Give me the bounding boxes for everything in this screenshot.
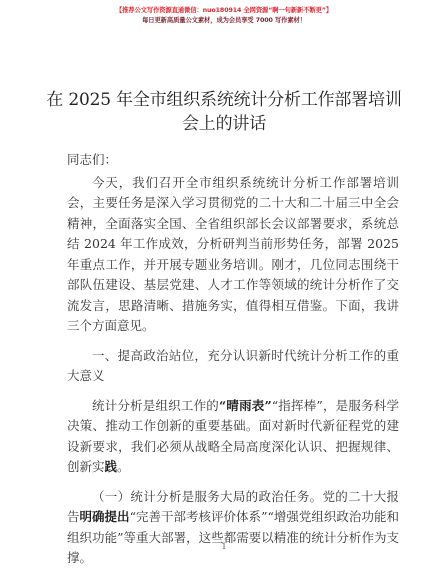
promo-banner <box>0 6 448 26</box>
paragraph-significance <box>67 396 399 478</box>
paragraph-intro: 今天，我们召开全市组织系统统计分析工作部署培训会，主要任务是深入学习贯彻党的二十大和二十届三中全会精神，全面落实全国、全省组织部长会议部署要求，系统总结 2024 年工作成效，分析研判当前形势任务，部署 2025 年重点工作，并开展专题业务培训。刚才，几位同志围绕干部队伍建设、基层党建、人才工作等领域的统计分析作了交流发言，思路清晰、措施务实，值得相互借鉴。下面，我讲三个方面意见。 <box>67 174 399 333</box>
banner-line-2: 每日更新高质量公文素材，成为会员享受 7000 写作素材！ <box>142 17 306 24</box>
page-number: 1 <box>221 542 227 551</box>
paragraph-text: 。 <box>117 459 130 474</box>
paragraph-text: “完善干部考核评价体系”“增强党组织政治功能和组织功能”等重大部署，这些都需要以精准的统计分析作为支撑。 <box>67 509 399 565</box>
document-title <box>40 88 408 136</box>
banner-line-1: 【推荐公文写作资源直通微信：nuo180914 全网资源“啊一句新新不断更”】 <box>115 7 333 14</box>
paragraph-subsection-1 <box>67 487 399 569</box>
salutation: 同志们： <box>67 152 118 167</box>
section-heading-1: 一、提高政治站位，充分认识新时代统计分析工作的重大意义 <box>67 347 399 383</box>
emphasis-text: 践 <box>104 459 118 474</box>
emphasis-text: “晴雨表” <box>219 397 272 413</box>
title-line-1: 在 2025 年全市组织系统统计分析工作部署培训 <box>46 90 402 110</box>
paragraph-text: 统计分析是组织工作的 <box>92 397 220 413</box>
paragraph-text: “指挥棒”，是服务科学决策、推动工作创新的重要基础。面对新时代新征程党的建设新要求，我们必须从战略全局高度深化认识、把握规律、创新实 <box>67 397 399 474</box>
emphasis-text: 明确提出 <box>79 509 130 524</box>
document-body <box>67 150 399 569</box>
paragraph-text: （一）统计分析是服务大局的政治任务。党的二十大报告 <box>67 488 399 524</box>
title-line-2: 会上的讲话 <box>182 114 266 134</box>
